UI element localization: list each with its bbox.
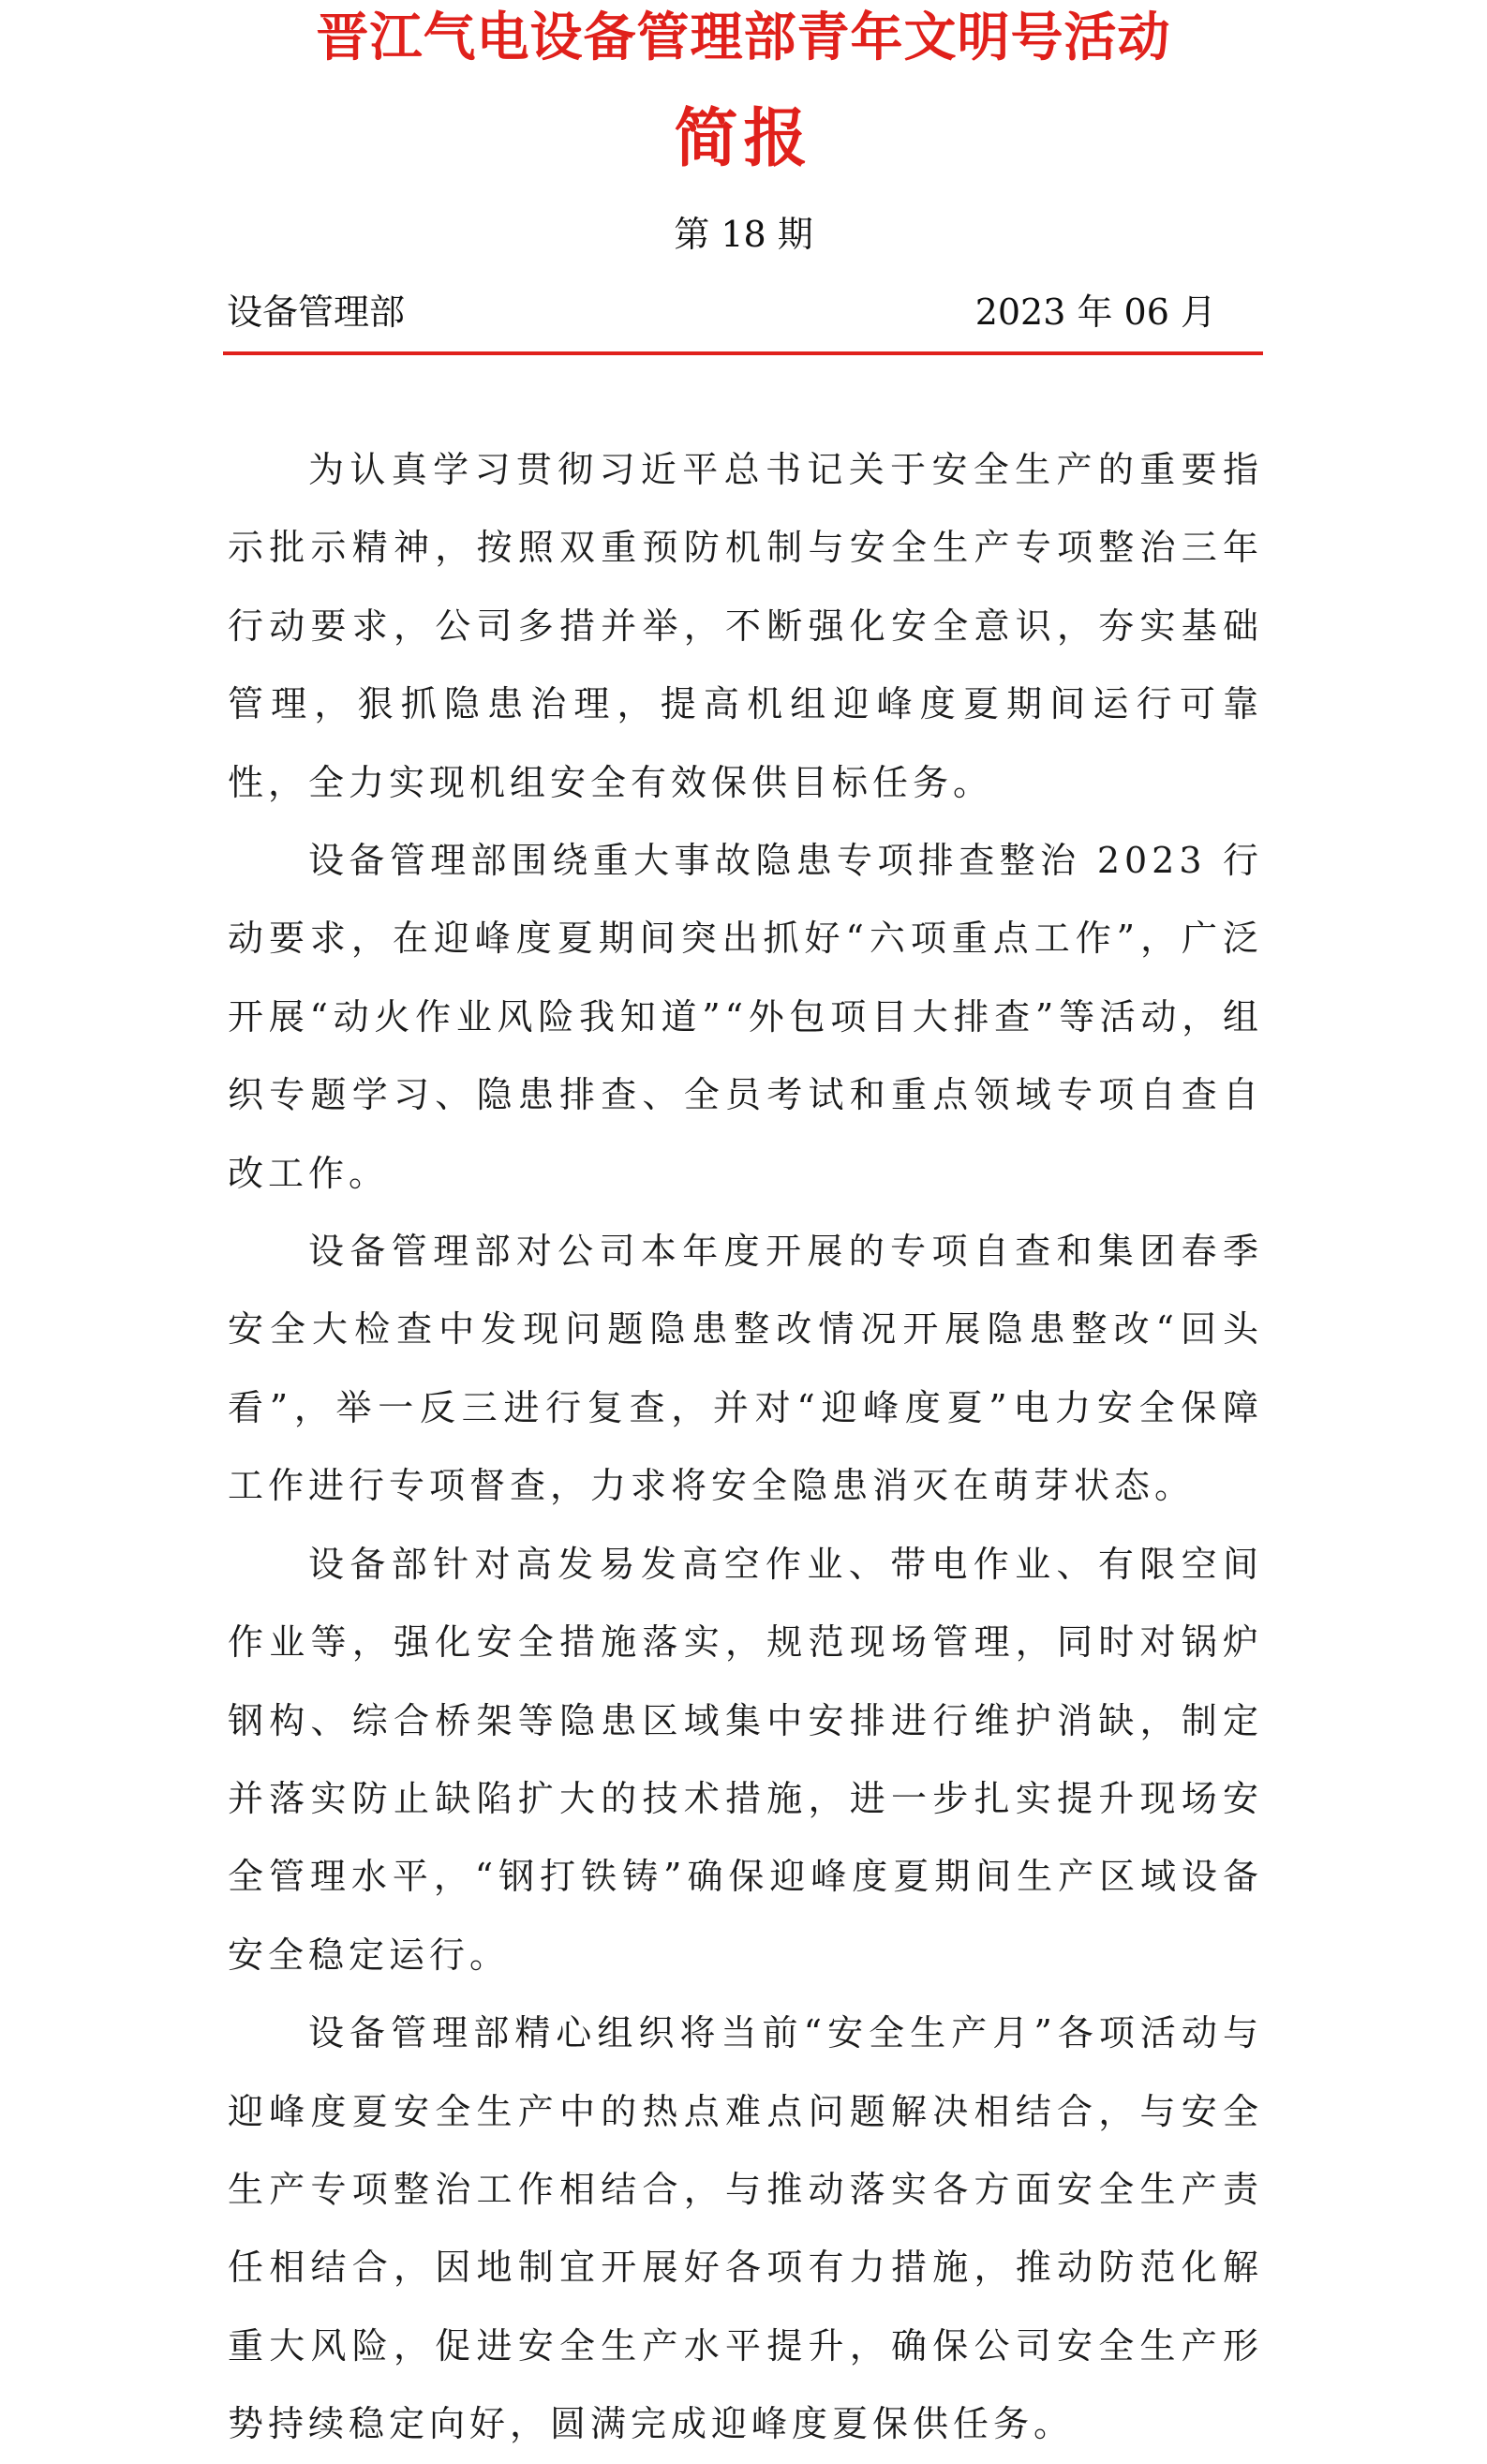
header-divider xyxy=(223,351,1263,355)
publish-date: 2023 年 06 月 xyxy=(974,291,1216,333)
paragraph: 设备管理部对公司本年度开展的专项自查和集团春季安全大检查中发现问题隐患整改情况开展隐患整改“回头看”，举一反三进行复查，并对“迎峰度夏”电力安全保障工作进行专项督查，力求将安全隐患消灭在萌芽状态。 xyxy=(228,1231,1263,1507)
bulletin-subtitle: 简报 xyxy=(674,101,813,176)
department-name: 设备管理部 xyxy=(227,291,406,333)
paragraph: 设备管理部精心组织将当前“安全生产月”各项活动与迎峰度夏安全生产中的热点难点问题解决相结合，与安全生产专项整治工作相结合，与推动落实各方面安全生产责任相结合，因地制宜开展好各项有力措施，推动防范化解重大风险，促进安全生产水平提升，确保公司安全生产形势持续稳定向好，圆满完成迎峰度夏保供任务。 xyxy=(228,2012,1263,2445)
issue-number: 第 18 期 xyxy=(674,214,813,255)
paragraph: 设备部针对高发易发高空作业、带电作业、有限空间作业等，强化安全措施落实，规范现场管理，同时对锅炉钢构、综合桥架等隐患区域集中安排进行维护消缺，制定并落实防止缺陷扩大的技术措施，进一步扎实提升现场安全管理水平，“钢打铁铸”确保迎峰度夏期间生产区域设备安全稳定运行。 xyxy=(228,1543,1263,1976)
paragraph: 设备管理部围绕重大事故隐患专项排查整治 2023 行动要求，在迎峰度夏期间突出抓好“六项重点工作”，广泛开展“动火作业风险我知道”“外包项目大排查”等活动，组织专题学习、隐患排查、全员考试和重点领域专项自查自改工作。 xyxy=(228,840,1263,1194)
paragraph: 为认真学习贯彻习近平总书记关于安全生产的重要指示批示精神，按照双重预防机制与安全生产专项整治三年行动要求，公司多措并举，不断强化安全意识，夯实基础管理，狠抓隐患治理，提高机组迎峰度夏期间运行可靠性，全力实现机组安全有效保供目标任务。 xyxy=(228,449,1263,803)
bulletin-body xyxy=(228,431,1263,2464)
meta-row xyxy=(223,286,1216,338)
bulletin-title: 晋江气电设备管理部青年文明号活动 xyxy=(316,7,1171,68)
